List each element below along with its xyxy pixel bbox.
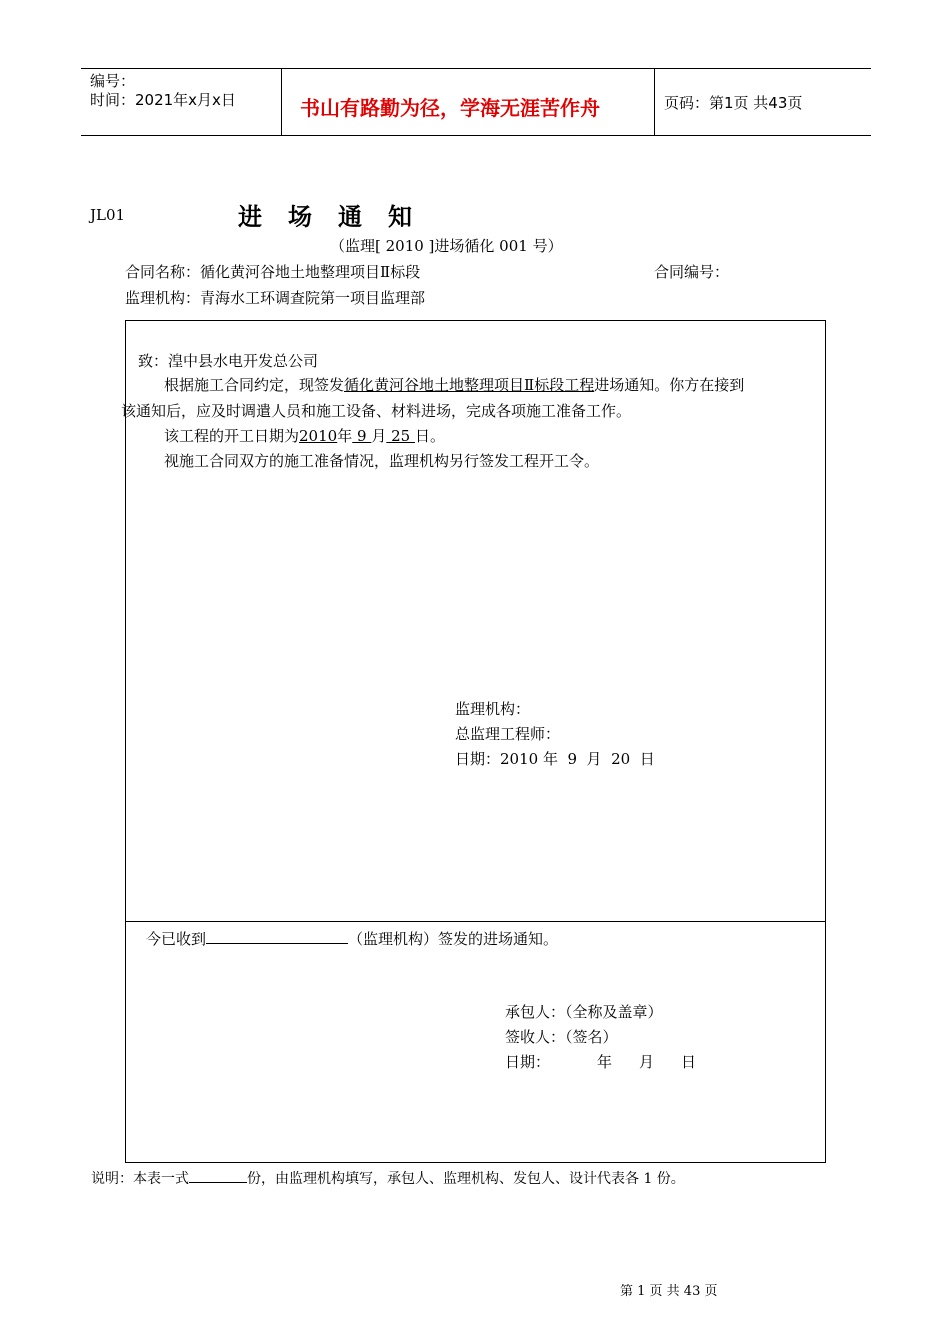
header-number-label: 编号：	[90, 72, 136, 90]
signature-org-label: 监理机构：	[455, 700, 531, 718]
document-number: （监理[ 2010 ]进场循化 001 号）	[330, 237, 563, 255]
receiver-label: 签收人：（签名）	[505, 1028, 618, 1046]
footer-note-b: 份，由监理机构填写，承包人、监理机构、发包人、设计代表各 1 份。	[247, 1171, 685, 1187]
contract-name-value: 循化黄河谷地土地整理项目Ⅱ标段	[200, 263, 421, 281]
header-motto: 书山有路勤为径，学海无涯苦作舟	[300, 96, 600, 120]
signature-engineer-label: 总监理工程师：	[455, 725, 561, 743]
receipt-date-month: 月	[639, 1053, 655, 1071]
footer-note-a: 说明：本表一式	[91, 1171, 189, 1187]
contract-number-label: 合同编号：	[654, 263, 730, 281]
copies-blank[interactable]	[189, 1167, 247, 1183]
header-divider-left	[281, 68, 282, 136]
supervisor-label: 监理机构：	[125, 289, 201, 307]
start-year: 2010	[299, 427, 338, 445]
notice-box-divider	[125, 921, 826, 922]
contract-name-row	[125, 262, 420, 282]
start-date-label: 该工程的开工日期为	[164, 427, 300, 445]
receipt-date-label: 日期：	[505, 1053, 551, 1071]
header-time-label: 时间：2021年x月x日	[90, 91, 236, 109]
receipt-line	[146, 928, 558, 949]
notice-paragraph-1	[164, 375, 744, 395]
form-code: JL01	[90, 206, 126, 224]
receipt-date-year: 年	[597, 1053, 613, 1071]
header-top-rule	[81, 68, 871, 69]
signature-date: 日期：2010 年 9 月 20 日	[455, 750, 655, 768]
start-day: 25	[386, 427, 415, 445]
receipt-date-day: 日	[681, 1053, 697, 1071]
notice-project-name: 循化黄河谷地土地整理项目Ⅱ标段工程	[344, 376, 595, 394]
contract-name-label: 合同名称：	[125, 263, 201, 281]
supervisor-value: 青海水工环调查院第一项目监理部	[200, 289, 426, 307]
start-month: 9	[352, 427, 372, 445]
footer-note	[91, 1167, 685, 1189]
notice-p1-text-b: 进场通知。你方在接到	[594, 376, 745, 394]
notice-p1-text-a: 根据施工合同约定，现签发	[164, 376, 345, 394]
receipt-text-b: （监理机构）签发的进场通知。	[348, 930, 559, 948]
page-title: 进场通知	[238, 203, 438, 231]
notice-recipient: 致：湟中县水电开发总公司	[138, 352, 319, 370]
start-year-unit: 年	[337, 427, 353, 445]
receipt-org-blank[interactable]	[206, 928, 348, 944]
supervisor-row	[125, 288, 425, 308]
notice-paragraph-3: 视施工合同双方的施工准备情况，监理机构另行签发工程开工令。	[164, 452, 600, 470]
start-month-unit: 月	[371, 427, 387, 445]
start-day-unit: 日。	[414, 427, 445, 445]
notice-paragraph-2	[164, 426, 445, 446]
header-page-label: 页码：第1页 共43页	[664, 94, 803, 112]
header-bottom-rule	[81, 135, 871, 136]
page-number: 第 1 页 共 43 页	[620, 1284, 718, 1299]
header-divider-right	[654, 68, 655, 136]
contractor-label: 承包人：（全称及盖章）	[505, 1003, 663, 1021]
receipt-text-a: 今已收到	[146, 930, 207, 948]
notice-paragraph-1-cont: 该通知后，应及时调遣人员和施工设备、材料进场，完成各项施工准备工作。	[121, 402, 632, 420]
